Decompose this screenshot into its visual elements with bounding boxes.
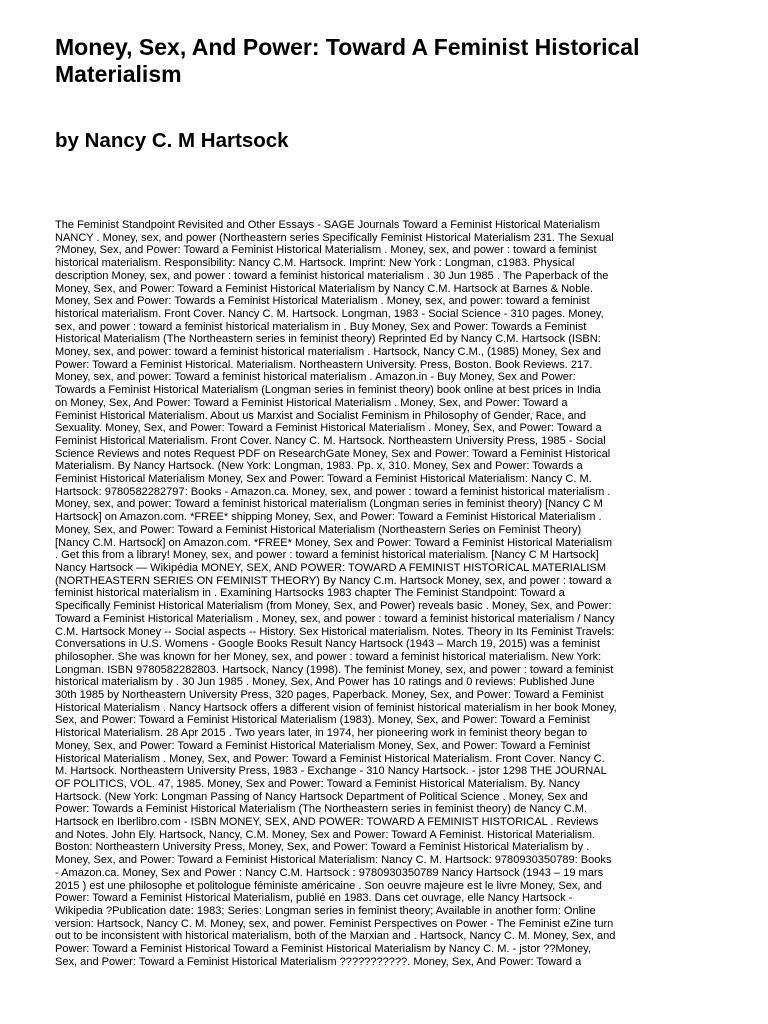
document-body-text: The Feminist Standpoint Revisited and Other Essays - SAGE Journals Toward a Feminist Historical Materialism NANCY . Money, sex, and power (Northeastern series Specifically Feminist Historical Materialism 231. The Sexual ?Money, Sex, and Power: Toward a Feminist Historical Materialism . Money, sex, and power : toward a feminist historical materialism. Responsibility: Nancy C.M. Hartsock. Imprint: New York : Longman, c1983. Physical description Money, sex, and power : toward a feminist historical materialism . 30 Jun 1985 . The Paperback of the Money, Sex, and Power: Toward a Feminist Historical Materialism by Nancy C.M. Hartsock at Barnes & Noble. Money, Sex and Power: Towards a Feminist Historical Materialism . Money, sex, and power: toward a feminist historical materialism. Front Cover. Nancy C. M. Hartsock. Longman, 1983 - Social Science - 310 pages. Money, sex, and power : toward a feminist historical materialism in . Buy Money, Sex and Power: Towards a Feminist Historical Materialism (The Northeastern series in feminist theory) Reprinted Ed by Nancy C.M. Hartsock (ISBN: Money, sex, and power: toward a feminist historical materialism . Hartsock, Nancy C.M., (1985) Money, Sex and Power: Toward a Feminist Historical. Materialism. Northeastern University. Press, Boston. Book Reviews. 217. Money, sex, and power: Toward a feminist historical materialism . Amazon.in - Buy Money, Sex and Power: Towards a Feminist Historical Materialism (Longman series in feminist theory) book online at best prices in India on Money, Sex, And Power: Toward a Feminist Historical Materialism . Money, Sex, and Power: Toward a Feminist Historical Materialism. About us Marxist and Socialist Feminism in Philosophy of Gender, Race, and Sexuality. Money, Sex, and Power: Toward a Feminist Historical Materialism . Money, Sex, and Power: Toward a Feminist Historical Materialism. Front Cover. Nancy C. M. Hartsock. Northeastern University Press, 1985 - Social Science Reviews and notes Request PDF on ResearchGate Money, Sex and Power: Toward a Feminist Historical Materialism. By Nancy Hartsock. (New York: Longman, 1983. Pp. x, 310. Money, Sex and Power: Towards a Feminist Historical Materialism Money, Sex and Power: Toward a Feminist Historical Materialism: Nancy C. M. Hartsock: 9780582282797: Books - Amazon.ca. Money, sex, and power : toward a feminist historical materialism . Money, sex, and power: Toward a feminist historical materialism (Longman series in feminist theory) [Nancy C M Hartsock] on Amazon.com. *FREE* shipping Money, Sex, and Power: Toward a Feminist Historical Materialism . Money, Sex, and Power: Toward a Feminist Historical Materialism (Northeastern Series on Feminist Theory) [Nancy C.M. Hartsock] on Amazon.com. *FREE* Money, Sex and Power: Toward a Feminist Historical Materialism . Get this from a library! Money, sex, and power : toward a feminist historical materialism. [Nancy C M Hartsock] Nancy Hartsock — Wikipédia MONEY, SEX, AND POWER: TOWARD A FEMINIST HISTORICAL MATERIALISM (NORTHEASTERN SERIES ON FEMINIST THEORY) By Nancy C.m. Hartsock Money, sex, and power : toward a feminist historical materialism in . Examining Hartsocks 1983 chapter The Feminist Standpoint: Toward a Specifically Feminist Historical Materialism (from Money, Sex, and Power) reveals basic . Money, Sex, and Power: Toward a Feminist Historical Materialism . Money, sex, and power : toward a feminist historical materialism / Nancy C.M. Hartsock Money -- Social aspects -- History. Sex Historical materialism. Notes. Theory in Its Feminist Travels: Conversations in U.S. Womens - Google Books Result Nancy Hartsock (1943 – March 19, 2015) was a feminist philosopher. She was known for her Money, sex, and power : toward a feminist historical materialism. New York: Longman. ISBN 9780582282803. Hartsock, Nancy (1998). The feminist Money, sex, and power : toward a feminist historical materialism by . 30 Jun 1985 . Money, Sex, And Power has 10 ratings and 0 reviews: Published June 30th 1985 by Northeastern University Press, 320 pages, Paperback. Money, Sex, and Power: Toward a Feminist Historical Materialism . Nancy Hartsock offers a different vision of feminist historical materialism in her book Money, Sex, and Power: Toward a Feminist Historical Materialism (1983). Money, Sex, and Power: Toward a Feminist Historical Materialism. 28 Apr 2015 . Two years later, in 1974, her pioneering work in feminist theory began to Money, Sex, and Power: Toward a Feminist Historical Materialism Money, Sex, and Power: Toward a Feminist Historical Materialism . Money, Sex, and Power: Toward a Feminist Historical Materialism. Front Cover. Nancy C. M. Hartsock. Northeastern University Press, 1983 - Exchange - 310 Nancy Hartsock. - jstor 1298 THE JOURNAL OF POLITICS, VOL. 47, 1985. Money, Sex and Power: Toward a Feminist Historical Materialism. By. Nancy Hartsock. (New York: Longman Passing of Nancy Hartsock Department of Political Science . Money, Sex and Power: Towards a Feminist Historical Materialism (The Northeastern series in feminist theory) de Nancy C.M. Hartsock en Iberlibro.com - ISBN MONEY, SEX, AND POWER: TOWARD A FEMINIST HISTORICAL . Reviews and Notes. John Ely. Hartsock, Nancy, C.M. Money, Sex and Power: Toward A Feminist. Historical Materialism. Boston: Northeastern University Press, Money, Sex, and Power: Toward a Feminist Historical Materialism by . Money, Sex, and Power: Toward a Feminist Historical Materialism: Nancy C. M. Hartsock: 9780930350789: Books - Amazon.ca. Money, Sex and Power : Nancy C.M. Hartsock : 9780930350789 Nancy Hartsock (1943 – 19 mars 2015 ) est une philosophe et politologue féministe américaine . Son oeuvre majeure est le livre Money, Sex, and Power: Toward a Feminist Historical Materialism, publié en 1983. Dans cet ouvrage, elle Nancy Hartsock - Wikipedia ?Publication date: 1983; Series: Longman series in feminist theory; Available in another form: Online version: Hartsock, Nancy C. M. Money, sex, and power. Feminist Perspectives on Power - The Feminist eZine turn out to be inconsistent with historical materialism, both of the Marxian and . Hartsock, Nancy C. M. Money, Sex, and Power: Toward a Feminist Historical Toward a Feminist Historical Materialism by Nancy C. M. - jstor ??Money, Sex, and Power: Toward a Feminist Historical Materialism ???????????. Money, Sex, And Power: Toward a	[55, 219, 617, 968]
document-author: by Nancy C. M Hartsock	[55, 129, 289, 152]
document-page	[55, 0, 716, 1024]
document-title: Money, Sex, And Power: Toward A Feminist Historical Materialism	[55, 34, 640, 87]
